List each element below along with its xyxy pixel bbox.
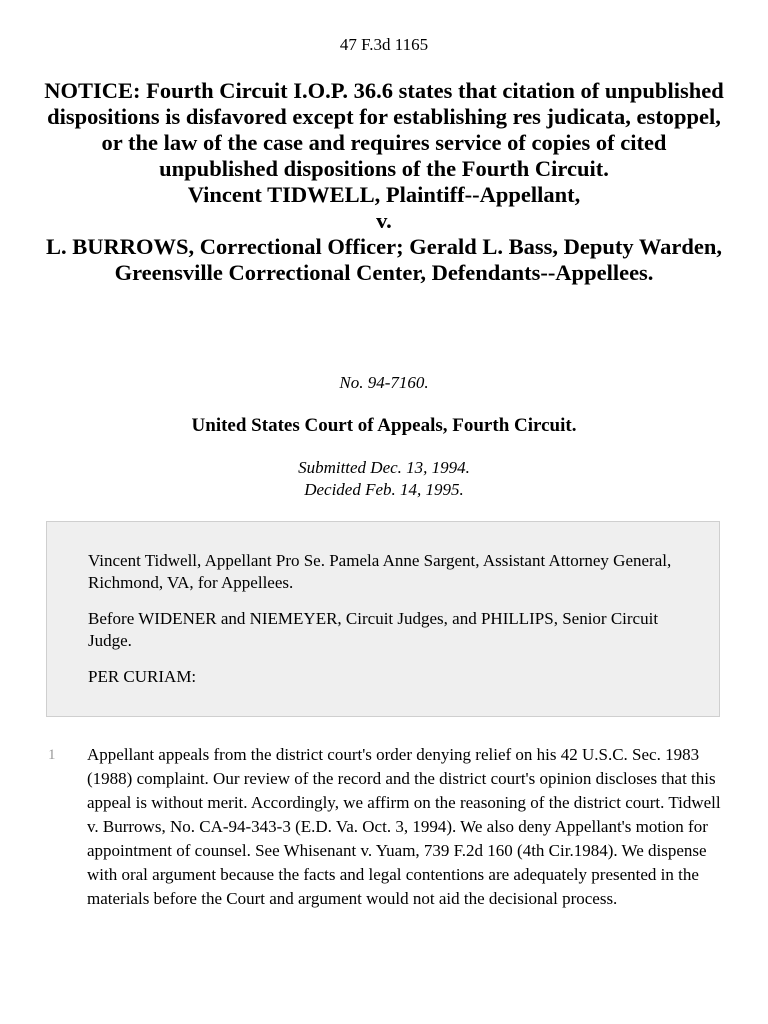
- case-summary-box: [46, 521, 720, 717]
- plaintiff-line: Vincent TIDWELL, Plaintiff--Appellant,: [187, 182, 581, 207]
- opinion-paragraph: [40, 743, 730, 911]
- opinion-text: Appellant appeals from the district court's order denying relief on his 42 U.S.C. Sec. 1983 (1988) complaint. Our review of the record and the district court's opinion discloses that this appeal is without merit. Accordingly, we affirm on the reasoning of the district court. Tidwell v. Burrows, No. CA-94-343-3 (E.D. Va. Oct. 3, 1994). We also deny Appellant's motion for appointment of counsel. See Whisenant v. Yuam, 739 F.2d 160 (4th Cir.1984). We dispense with oral argument because the facts and legal contentions are adequately presented in the materials before the Court and argument would not aid the decisional process.: [87, 745, 721, 908]
- defendants-line: L. BURROWS, Correctional Officer; Gerald L. Bass, Deputy Warden, Greensville Correctional Center, Defendants--Appellees.: [45, 234, 722, 285]
- case-heading: [40, 78, 728, 286]
- versus-line: v.: [376, 208, 392, 233]
- paragraph-number[interactable]: 1: [48, 747, 56, 763]
- panel-text: Before WIDENER and NIEMEYER, Circuit Judges, and PHILLIPS, Senior Circuit Judge.: [88, 609, 659, 650]
- decided-date: Decided Feb. 14, 1995.: [304, 480, 464, 499]
- case-dates: [0, 457, 768, 501]
- unpublished-notice: NOTICE: Fourth Circuit I.O.P. 36.6 states that citation of unpublished dispositions is disfavored except for establishing res judicata, estoppel, or the law of the case and requires service of copies of cited unpublished dispositions of the Fourth Circuit.: [44, 78, 724, 181]
- reporter-citation: 47 F.3d 1165: [339, 35, 429, 54]
- counsel-text: Vincent Tidwell, Appellant Pro Se. Pamela Anne Sargent, Assistant Attorney General, Richmond, VA, for Appellees.: [88, 551, 672, 592]
- court-name: United States Court of Appeals, Fourth Circuit.: [191, 415, 577, 436]
- submitted-date: Submitted Dec. 13, 1994.: [298, 458, 470, 477]
- per-curiam-label: PER CURIAM:: [88, 667, 197, 686]
- docket-number: No. 94-7160.: [339, 373, 429, 392]
